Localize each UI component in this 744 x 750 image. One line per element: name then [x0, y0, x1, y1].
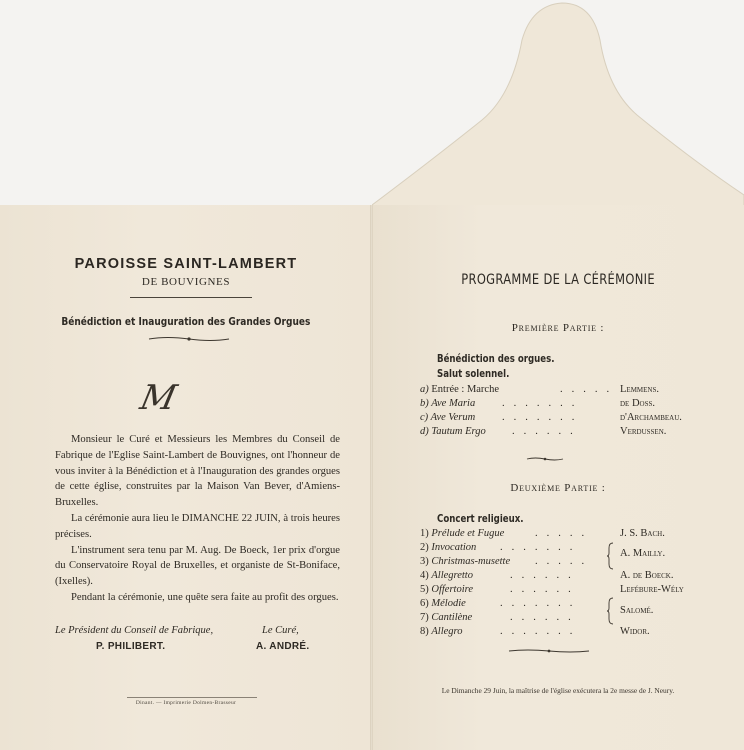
paragraph: Monsieur le Curé et Messieurs les Membres du Conseil de Fabrique de l'Eglise Saint-Lambert de Bouvignes, ont l'honneur de vous inviter à la Bénédiction et à l'Inauguration des grandes orgues de cette église, construites par la Maison Van Bever, d'Amiens-Bruxelles. [55, 434, 340, 509]
row-composer: Lefébure-Wély [620, 584, 684, 595]
programme-row: c) Ave Verum ....... d'Archambeau. [420, 412, 682, 423]
row-composer: Verdussen. [620, 426, 667, 437]
row-title: Allegro [431, 626, 463, 637]
programme-row: 8) Allegro ....... Widor. [420, 626, 650, 637]
parish-title: PAROISSE SAINT-LAMBERT [74, 256, 298, 272]
row-number: 1) [420, 528, 429, 539]
part1-heading-salut: Salut solennel. [437, 368, 510, 380]
president-label: Le Président du Conseil de Fabrique, [55, 625, 214, 636]
row-composer: A. de Boeck. [620, 570, 674, 581]
programme-row: 7) Cantilène ...... [420, 612, 580, 623]
row-number: 4) [420, 570, 429, 581]
cure-name: A. ANDRÉ. [256, 641, 310, 652]
parish-subtitle: DE BOUVIGNES [141, 276, 231, 288]
ornament-small [525, 455, 565, 463]
envelope-flap [372, 0, 744, 210]
printer-imprint: Dinant. — Imprimerie Dolmen-Brasseur [135, 700, 237, 706]
programme-title: PROGRAMME DE LA CÉRÉMONIE [461, 272, 655, 288]
cure-label: Le Curé, [262, 625, 299, 636]
row-composer: Lemmens. [620, 384, 659, 395]
printer-rule [127, 697, 257, 698]
row-composer: de Doss. [620, 398, 656, 409]
row-composer: J. S. Bach. [620, 528, 665, 539]
row-number: 5) [420, 584, 429, 595]
row-title: Ave Verum [430, 412, 476, 423]
brace-icon [607, 597, 615, 625]
president-name: P. PHILIBERT. [96, 641, 166, 652]
grouped-composer-salome: Salomé. [620, 605, 654, 616]
part1-title: Première Partie : [511, 322, 605, 334]
paragraph: L'instrument sera tenu par M. Aug. De Boeck, 1er prix d'orgue du Conservatoire Royal de Bruxelles, et organiste de St-Boniface, (Ixelles). [55, 544, 340, 588]
row-title: Prélude et Fugue [431, 528, 505, 539]
paragraph: La cérémonie aura lieu le DIMANCHE 22 JUIN, à trois heures précises. [55, 512, 340, 540]
ornament-divider [147, 334, 231, 344]
row-number: d) [420, 426, 429, 437]
brace-icon [607, 542, 615, 570]
row-number: 3) [420, 556, 429, 567]
programme-row: 1) Prélude et Fugue ..... J. S. Bach. [420, 528, 665, 539]
row-title: Entrée : Marche [431, 384, 500, 395]
part2-title: Deuxième Partie : [510, 482, 606, 494]
row-title: Offertoire [431, 584, 473, 595]
row-title: Invocation [431, 542, 477, 553]
event-title: Bénédiction et Inauguration des Grandes Orgues [61, 315, 311, 328]
row-title: Cantilène [431, 612, 473, 623]
row-title: Christmas-musette [431, 556, 511, 567]
ornament-divider [507, 647, 591, 655]
row-number: 7) [420, 612, 429, 623]
row-title: Allegretto [431, 570, 473, 581]
invitation-text [55, 432, 340, 606]
part2-heading: Concert religieux. [437, 513, 524, 525]
row-composer: d'Archambeau. [620, 412, 682, 423]
programme-row: 4) Allegretto ...... A. de Boeck. [420, 570, 674, 581]
row-number: 6) [420, 598, 429, 609]
row-number: 8) [420, 626, 429, 637]
programme-row: 6) Mélodie ....... [420, 598, 582, 609]
row-composer: Widor. [620, 626, 650, 637]
programme-row: a) Entrée : Marche ..... Lemmens. [420, 384, 659, 395]
programme-row: b) Ave Maria ....... de Doss. [420, 398, 656, 409]
programme-row: 2) Invocation ....... [420, 542, 582, 553]
paragraph: Pendant la cérémonie, une quête sera faite au profit des orgues. [71, 591, 339, 603]
row-number: 2) [420, 542, 429, 553]
programme-row: 3) Christmas-musette ..... [420, 556, 594, 567]
row-title: Ave Maria [431, 398, 476, 409]
programme-footer: Le Dimanche 29 Juin, la maîtrise de l'église exécutera la 2e messe de J. Neury. [441, 686, 675, 695]
row-title: Mélodie [431, 598, 466, 609]
divider-rule [130, 297, 252, 298]
programme-row: d) Tautum Ergo ...... Verdussen. [420, 426, 667, 437]
row-number: a) [420, 384, 429, 395]
grouped-composer-mailly: A. Mailly. [620, 548, 666, 559]
part1-heading-blessing: Bénédiction des orgues. [437, 353, 555, 365]
row-number: b) [420, 398, 429, 409]
programme-row: 5) Offertoire ...... Lefébure-Wély [420, 584, 684, 595]
monogram-m: M [136, 378, 181, 418]
row-number: c) [420, 412, 429, 423]
row-title: Tautum Ergo [431, 426, 486, 437]
